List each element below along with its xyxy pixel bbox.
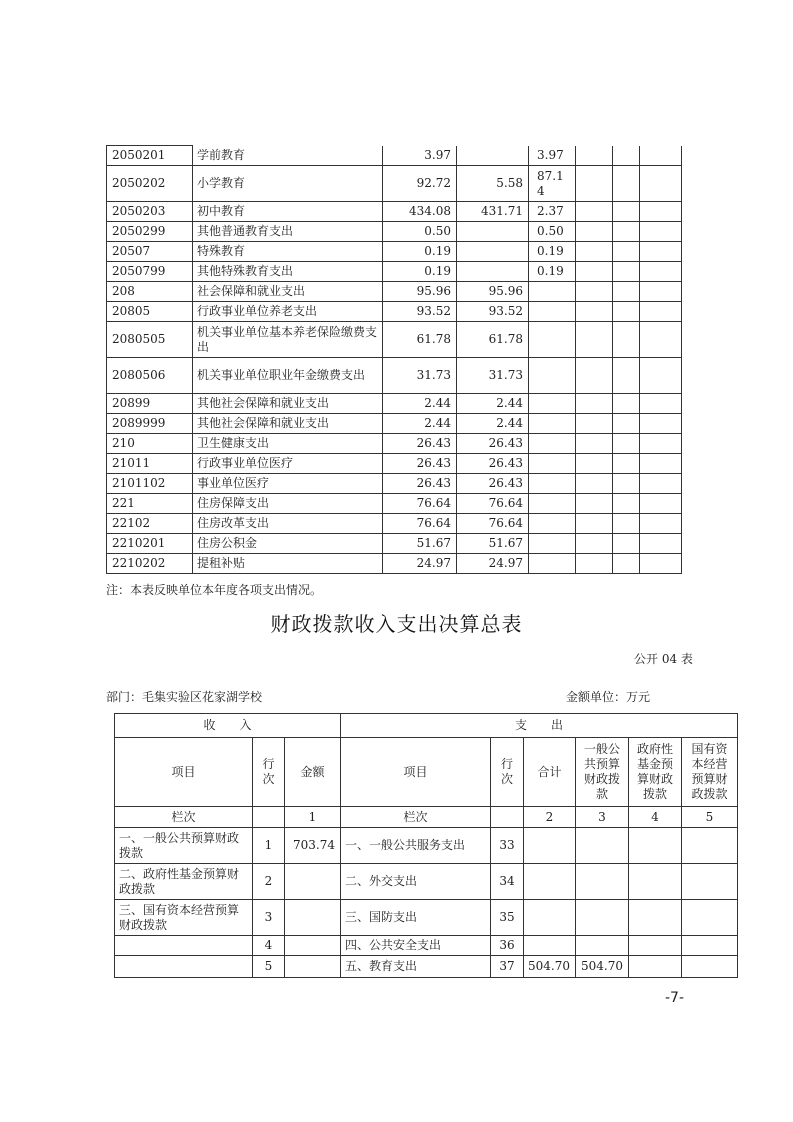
basic-cell: 95.96 [457, 282, 529, 302]
name-cell: 小学教育 [193, 166, 383, 202]
project-cell: 3.97 [529, 146, 576, 166]
name-cell: 行政事业单位医疗 [193, 454, 383, 474]
empty-cell [576, 494, 613, 514]
code-cell: 210 [107, 434, 193, 454]
name-cell: 初中教育 [193, 202, 383, 222]
empty-cell [613, 434, 640, 454]
table-row [107, 302, 682, 322]
table-row [107, 322, 682, 358]
basic-cell: 431.71 [457, 202, 529, 222]
code-cell: 2101102 [107, 474, 193, 494]
table-note: 注：本表反映单位本年度各项支出情况。 [106, 583, 323, 597]
name-cell: 提租补贴 [193, 554, 383, 574]
project-cell: 87.14 [529, 166, 576, 202]
empty-cell [576, 302, 613, 322]
empty-cell [576, 514, 613, 534]
project-cell [529, 282, 576, 302]
empty-cell [576, 534, 613, 554]
empty-cell [640, 202, 682, 222]
empty-cell [640, 166, 682, 202]
code-cell: 21011 [107, 454, 193, 474]
basic-cell: 61.78 [457, 322, 529, 358]
table-row [107, 454, 682, 474]
empty-cell [640, 282, 682, 302]
name-cell: 住房保障支出 [193, 494, 383, 514]
code-cell: 2050799 [107, 262, 193, 282]
code-cell: 2210201 [107, 534, 193, 554]
total-cell: 95.96 [383, 282, 457, 302]
total-cell: 76.64 [383, 494, 457, 514]
total-cell: 31.73 [383, 358, 457, 394]
total-cell: 92.72 [383, 166, 457, 202]
empty-cell [576, 242, 613, 262]
basic-cell: 26.43 [457, 474, 529, 494]
page-number: -7- [665, 990, 685, 1006]
total-cell: 3.97 [383, 146, 457, 166]
empty-cell [613, 322, 640, 358]
empty-cell [613, 474, 640, 494]
income-amount-cell [285, 936, 341, 956]
basic-cell: 26.43 [457, 454, 529, 474]
total-cell: 26.43 [383, 474, 457, 494]
gov-fund-cell [629, 956, 682, 978]
total-cell [524, 900, 576, 936]
code-cell: 22102 [107, 514, 193, 534]
name-cell: 学前教育 [193, 146, 383, 166]
empty-cell [576, 262, 613, 282]
income-amount-cell [285, 956, 341, 978]
summary-row [115, 828, 738, 864]
gov-fund-cell [629, 936, 682, 956]
expense-line-cell: 35 [491, 900, 524, 936]
empty-cell [576, 202, 613, 222]
summary-row [115, 864, 738, 900]
empty-cell [576, 474, 613, 494]
empty-cell [613, 282, 640, 302]
name-cell: 社会保障和就业支出 [193, 282, 383, 302]
basic-cell: 5.58 [457, 166, 529, 202]
basic-cell: 26.43 [457, 434, 529, 454]
income-line-cell: 3 [253, 900, 285, 936]
name-cell: 机关事业单位基本养老保险缴费支出 [193, 322, 383, 358]
amount-unit-label: 金额单位：万元 [566, 690, 651, 704]
expense-item-cell: 二、外交支出 [341, 864, 491, 900]
basic-cell: 93.52 [457, 302, 529, 322]
project-cell: 0.19 [529, 262, 576, 282]
total-cell: 0.19 [383, 242, 457, 262]
column-index-row [115, 807, 738, 828]
project-cell [529, 494, 576, 514]
empty-cell [613, 242, 640, 262]
col-label-2: 栏次 [341, 807, 491, 828]
empty-cell [613, 202, 640, 222]
col-4: 4 [629, 807, 682, 828]
project-cell: 2.37 [529, 202, 576, 222]
table-row [107, 514, 682, 534]
code-cell: 2050203 [107, 202, 193, 222]
total-cell: 26.43 [383, 434, 457, 454]
code-cell: 20899 [107, 394, 193, 414]
expense-item-cell: 一、一般公共服务支出 [341, 828, 491, 864]
project-cell [529, 322, 576, 358]
table-row [107, 474, 682, 494]
table-row [107, 202, 682, 222]
empty-cell [640, 358, 682, 394]
page-title: 财政拨款收入支出决算总表 [270, 612, 523, 636]
empty-cell [613, 494, 640, 514]
expense-header: 支 出 [341, 714, 738, 738]
code-cell: 2080506 [107, 358, 193, 394]
empty-cell [613, 554, 640, 574]
basic-cell [457, 262, 529, 282]
table-row [107, 222, 682, 242]
empty-cell [613, 302, 640, 322]
empty-cell [640, 474, 682, 494]
table-row [107, 394, 682, 414]
code-cell: 2080505 [107, 322, 193, 358]
basic-cell: 24.97 [457, 554, 529, 574]
empty-cell [640, 514, 682, 534]
general-budget-header: 一般公共预算财政拨款 [576, 738, 629, 807]
name-cell: 行政事业单位养老支出 [193, 302, 383, 322]
state-capital-header: 国有资本经营预算财政拨款 [682, 738, 738, 807]
name-cell: 住房改革支出 [193, 514, 383, 534]
code-cell: 2089999 [107, 414, 193, 434]
department-label: 部门：毛集实验区花家湖学校 [106, 690, 263, 704]
basic-cell: 31.73 [457, 358, 529, 394]
col-5: 5 [682, 807, 738, 828]
basic-cell [457, 222, 529, 242]
state-capital-cell [682, 956, 738, 978]
general-budget-cell [576, 864, 629, 900]
general-budget-cell [576, 936, 629, 956]
income-amount-cell: 703.74 [285, 828, 341, 864]
table-row [107, 262, 682, 282]
basic-cell: 76.64 [457, 514, 529, 534]
total-cell: 24.97 [383, 554, 457, 574]
basic-cell: 2.44 [457, 414, 529, 434]
table-row [107, 554, 682, 574]
empty-cell [640, 534, 682, 554]
empty-cell [576, 554, 613, 574]
state-capital-cell [682, 900, 738, 936]
empty-cell [576, 454, 613, 474]
empty-cell [640, 242, 682, 262]
total-cell: 2.44 [383, 394, 457, 414]
table-row [107, 494, 682, 514]
table-row [107, 358, 682, 394]
empty-cell [576, 394, 613, 414]
fiscal-summary-table [114, 713, 738, 978]
name-cell: 其他特殊教育支出 [193, 262, 383, 282]
total-cell: 26.43 [383, 454, 457, 474]
table-row [107, 166, 682, 202]
header-row-sections [115, 714, 738, 738]
empty-cell [640, 394, 682, 414]
empty-cell [640, 494, 682, 514]
income-item-cell: 一、一般公共预算财政拨款 [115, 828, 253, 864]
project-cell: 0.50 [529, 222, 576, 242]
name-cell: 卫生健康支出 [193, 434, 383, 454]
summary-row [115, 900, 738, 936]
gov-fund-cell [629, 864, 682, 900]
empty-cell [576, 358, 613, 394]
total-cell: 93.52 [383, 302, 457, 322]
empty-cell [613, 414, 640, 434]
expense-item-header: 项目 [341, 738, 491, 807]
project-cell [529, 454, 576, 474]
income-amount-cell [285, 900, 341, 936]
expense-line-cell: 36 [491, 936, 524, 956]
table-row [107, 282, 682, 302]
col-1: 1 [285, 807, 341, 828]
total-cell [524, 864, 576, 900]
total-cell: 61.78 [383, 322, 457, 358]
project-cell [529, 554, 576, 574]
income-amount-cell [285, 864, 341, 900]
col-3: 3 [576, 807, 629, 828]
empty-cell [613, 262, 640, 282]
empty-cell [576, 166, 613, 202]
table-row [107, 242, 682, 262]
expense-line-cell: 33 [491, 828, 524, 864]
total-header: 合计 [524, 738, 576, 807]
expense-line-cell: 37 [491, 956, 524, 978]
summary-row [115, 936, 738, 956]
header-row-columns [115, 738, 738, 807]
state-capital-cell [682, 936, 738, 956]
empty-cell [640, 454, 682, 474]
income-item-cell: 三、国有资本经营预算财政拨款 [115, 900, 253, 936]
col-2: 2 [524, 807, 576, 828]
empty-cell [576, 146, 613, 166]
table-row [107, 146, 682, 166]
empty-cell [613, 166, 640, 202]
expense-item-cell: 四、公共安全支出 [341, 936, 491, 956]
total-cell [524, 936, 576, 956]
project-cell: 0.19 [529, 242, 576, 262]
gov-fund-header: 政府性基金预算财政拨款 [629, 738, 682, 807]
code-cell: 20507 [107, 242, 193, 262]
total-cell: 51.67 [383, 534, 457, 554]
empty-cell [576, 434, 613, 454]
income-amount-header: 金额 [285, 738, 341, 807]
code-cell: 20805 [107, 302, 193, 322]
empty-cell [613, 146, 640, 166]
empty-cell [640, 414, 682, 434]
code-cell: 2050299 [107, 222, 193, 242]
general-budget-cell [576, 828, 629, 864]
empty-cell [613, 358, 640, 394]
project-cell [529, 394, 576, 414]
empty-cell [640, 322, 682, 358]
empty-cell [613, 514, 640, 534]
empty-cell [640, 434, 682, 454]
empty-cell [576, 414, 613, 434]
name-cell: 其他社会保障和就业支出 [193, 394, 383, 414]
table-row [107, 434, 682, 454]
income-line-cell: 5 [253, 956, 285, 978]
income-item-header: 项目 [115, 738, 253, 807]
empty-cell [613, 222, 640, 242]
project-cell [529, 414, 576, 434]
empty-cell [576, 282, 613, 302]
col-label: 栏次 [115, 807, 253, 828]
income-line-cell: 2 [253, 864, 285, 900]
basic-cell [457, 242, 529, 262]
name-cell: 住房公积金 [193, 534, 383, 554]
state-capital-cell [682, 864, 738, 900]
empty-cell [576, 322, 613, 358]
basic-cell: 2.44 [457, 394, 529, 414]
income-line-header: 行次 [253, 738, 285, 807]
income-item-cell [115, 936, 253, 956]
total-cell: 2.44 [383, 414, 457, 434]
empty-cell [613, 454, 640, 474]
summary-row [115, 956, 738, 978]
project-cell [529, 514, 576, 534]
code-cell: 2210202 [107, 554, 193, 574]
basic-cell [457, 146, 529, 166]
general-budget-cell: 504.70 [576, 956, 629, 978]
total-cell: 434.08 [383, 202, 457, 222]
table-row [107, 414, 682, 434]
project-cell [529, 358, 576, 394]
code-cell: 2050201 [107, 146, 193, 166]
empty-cell [253, 807, 285, 828]
total-cell [524, 828, 576, 864]
empty-cell [576, 222, 613, 242]
name-cell: 事业单位医疗 [193, 474, 383, 494]
empty-cell [640, 554, 682, 574]
state-capital-cell [682, 828, 738, 864]
code-cell: 2050202 [107, 166, 193, 202]
income-line-cell: 1 [253, 828, 285, 864]
code-cell: 208 [107, 282, 193, 302]
form-number: 公开 04 表 [634, 652, 693, 666]
total-cell: 76.64 [383, 514, 457, 534]
project-cell [529, 534, 576, 554]
expense-line-cell: 34 [491, 864, 524, 900]
project-cell [529, 474, 576, 494]
empty-cell [640, 146, 682, 166]
total-cell: 0.50 [383, 222, 457, 242]
expense-item-cell: 三、国防支出 [341, 900, 491, 936]
project-cell [529, 434, 576, 454]
expense-detail-table [106, 145, 682, 574]
code-cell: 221 [107, 494, 193, 514]
general-budget-cell [576, 900, 629, 936]
income-item-cell [115, 956, 253, 978]
empty-cell [613, 394, 640, 414]
total-cell: 504.70 [524, 956, 576, 978]
name-cell: 其他普通教育支出 [193, 222, 383, 242]
empty-cell [640, 302, 682, 322]
income-header: 收 入 [115, 714, 341, 738]
expense-line-header: 行次 [491, 738, 524, 807]
empty-cell [640, 222, 682, 242]
income-line-cell: 4 [253, 936, 285, 956]
empty-cell [491, 807, 524, 828]
basic-cell: 51.67 [457, 534, 529, 554]
name-cell: 特殊教育 [193, 242, 383, 262]
project-cell [529, 302, 576, 322]
name-cell: 机关事业单位职业年金缴费支出 [193, 358, 383, 394]
empty-cell [640, 262, 682, 282]
table-row [107, 534, 682, 554]
basic-cell: 76.64 [457, 494, 529, 514]
total-cell: 0.19 [383, 262, 457, 282]
empty-cell [613, 534, 640, 554]
gov-fund-cell [629, 900, 682, 936]
name-cell: 其他社会保障和就业支出 [193, 414, 383, 434]
expense-item-cell: 五、教育支出 [341, 956, 491, 978]
income-item-cell: 二、政府性基金预算财政拨款 [115, 864, 253, 900]
gov-fund-cell [629, 828, 682, 864]
